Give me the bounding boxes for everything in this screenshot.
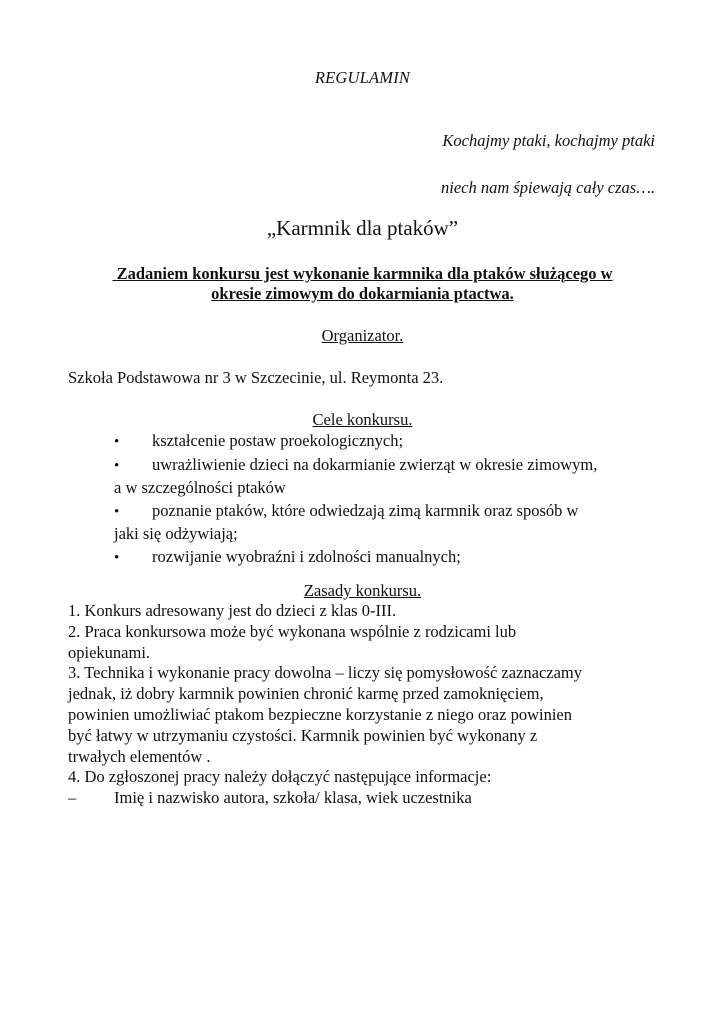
aim-text-continued: jaki się odżywiają; — [114, 524, 238, 543]
organizer-text: Szkoła Podstawowa nr 3 w Szczecinie, ul. Reymonta 23. — [68, 368, 444, 387]
aim-text: kształcenie postaw proekologicznych; — [152, 431, 404, 450]
dash-item-text: Imię i nazwisko autora, szkoła/ klasa, wiek uczestnika — [114, 788, 472, 808]
aim-item — [68, 500, 658, 546]
bullet-icon: • — [114, 434, 120, 450]
dash-item — [68, 788, 668, 809]
rule-line: jednak, iż dobry karmnik powinien chronić karmę przed zamoknięciem, — [68, 684, 544, 704]
rules-heading: Zasady konkursu. — [303, 581, 422, 600]
bullet-icon: • — [114, 503, 120, 520]
document-heading: REGULAMIN — [314, 68, 411, 87]
aim-text-continued: a w szczególności ptaków — [114, 478, 286, 497]
aim-text: uwrażliwienie dzieci na dokarmianie zwierząt w okresie zimowym, — [152, 454, 598, 474]
rule-line: trwałych elementów . — [68, 746, 211, 766]
rule-line: 2. Praca konkursowa może być wykonana wspólnie z rodzicami lub — [68, 621, 517, 641]
aim-item — [68, 430, 658, 454]
contest-goal — [60, 264, 665, 304]
rule-line: opiekunami. — [68, 642, 151, 662]
aim-text: rozwijanie wyobraźni i zdolności manualnych; — [152, 546, 461, 566]
aim-item — [68, 546, 658, 570]
rule-line: 1. Konkurs adresowany jest do dzieci z klas 0-III. — [68, 601, 397, 620]
rule-line: 3. Technika i wykonanie pracy dowolna – liczy się pomysłowość zaznaczamy — [68, 663, 582, 683]
motto-line-1: Kochajmy ptaki, kochajmy ptaki — [442, 131, 655, 150]
aim-item — [68, 454, 658, 500]
rule-line: 4. Do zgłoszonej pracy należy dołączyć następujące informacje: — [68, 767, 492, 787]
contest-title: „Karmnik dla ptaków” — [266, 216, 459, 240]
dash-icon: – — [68, 788, 77, 808]
bullet-icon: • — [114, 549, 120, 566]
aims-heading: Cele konkursu. — [312, 410, 413, 429]
aim-text: poznanie ptaków, które odwiedzają zimą karmnik oraz sposób w — [152, 500, 579, 520]
bullet-icon: • — [114, 457, 120, 474]
contest-goal-line-2: okresie zimowym do dokarmiania ptactwa. — [211, 284, 514, 303]
contest-goal-line-1: Zadaniem konkursu jest wykonanie karmnika dla ptaków służącego w — [112, 264, 613, 283]
rules-list — [68, 601, 668, 809]
rule-line: być łatwy w utrzymaniu czystości. Karmnik powinien być wykonany z — [68, 725, 538, 745]
organizer-heading: Organizator. — [321, 326, 404, 345]
motto-line-2: niech nam śpiewają cały czas…. — [440, 178, 655, 197]
aims-list — [68, 430, 658, 569]
rule-line: powinien umożliwiać ptakom bezpieczne korzystanie z niego oraz powinien — [68, 704, 572, 724]
